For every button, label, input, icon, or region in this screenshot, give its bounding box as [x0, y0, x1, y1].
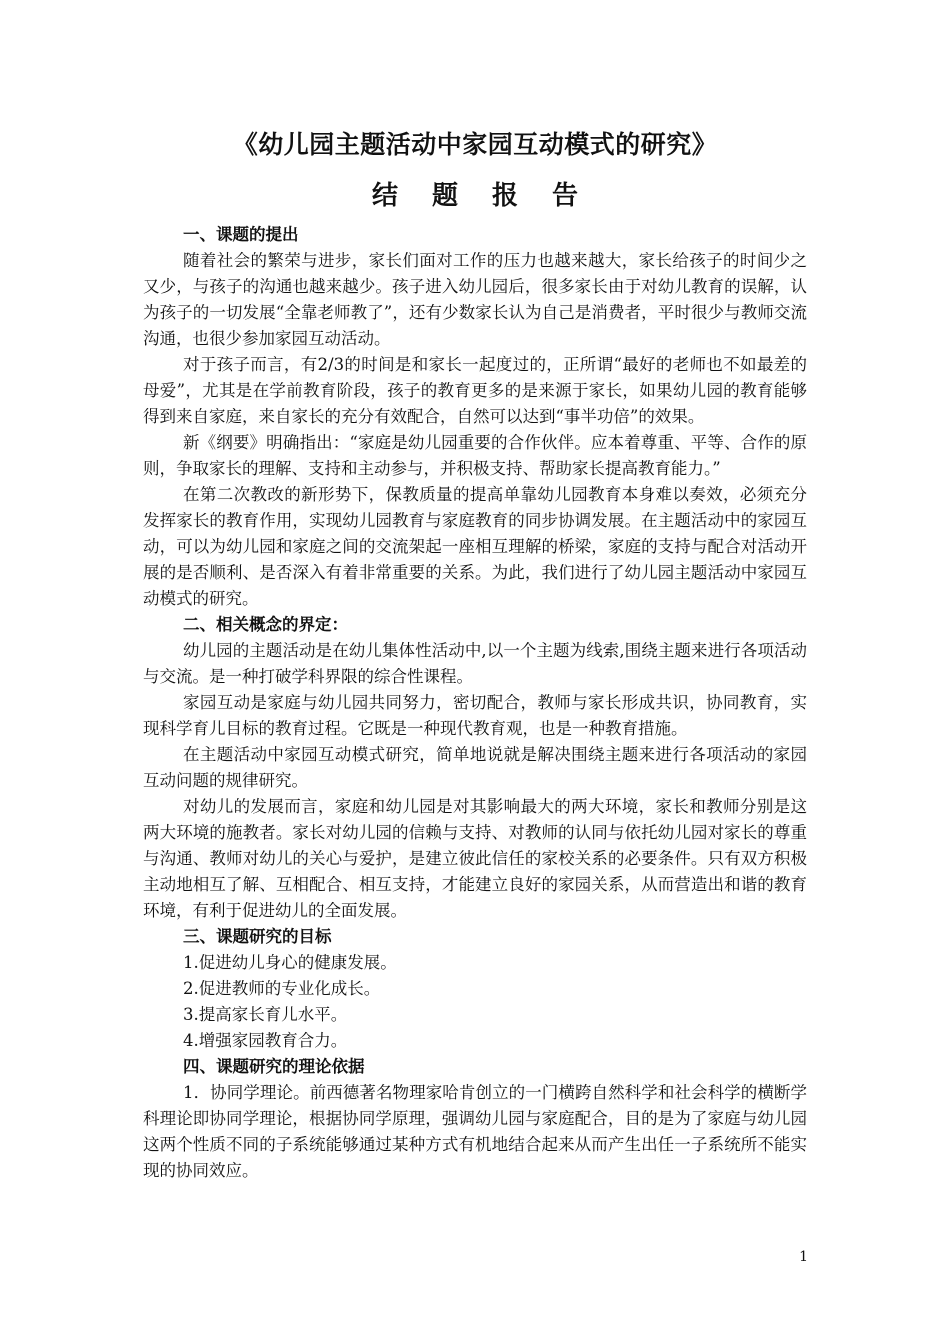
section-heading: 一、课题的提出 — [183, 225, 299, 244]
paragraph: 家园互动是家庭与幼儿园共同努力，密切配合，教师与家长形成共识，协同教育，实现科学育儿目标的教育过程。它既是一种现代教育观，也是一种教育措施。 — [143, 693, 807, 738]
section-2 — [143, 612, 807, 924]
list-item: 3.提高家长育儿水平。 — [183, 1005, 348, 1024]
section-3 — [143, 924, 807, 1054]
paragraph: 随着社会的繁荣与进步，家长们面对工作的压力也越来越大，家长给孩子的时间少之又少，与孩子的沟通也越来越少。孩子进入幼儿园后，很多家长由于对幼儿教育的误解，认为孩子的一切发展“全靠老师教了”，还有少数家长认为自己是消费者，平时很少与教师交流沟通，也很少参加家园互动活动。 — [143, 251, 807, 348]
list-item: 4.增强家园教育合力。 — [183, 1031, 348, 1050]
paragraph: 对于孩子而言，有2/3的时间是和家长一起度过的，正所谓“最好的老师也不如最差的母爱”，尤其是在学前教育阶段，孩子的教育更多的是来源于家长，如果幼儿园的教育能够得到来自家庭，来自家长的充分有效配合，自然可以达到“事半功倍”的效果。 — [143, 355, 807, 426]
document-title: 《幼儿园主题活动中家园互动模式的研究》 — [232, 130, 718, 159]
list-item: 2.促进教师的专业化成长。 — [183, 979, 381, 998]
paragraph: 在主题活动中家园互动模式研究，简单地说就是解决围绕主题来进行各项活动的家园互动问题的规律研究。 — [143, 745, 807, 790]
paragraph: 1．协同学理论。前西德著名物理家哈肯创立的一门横跨自然科学和社会科学的横断学科理论即协同学理论，根据协同学原理，强调幼儿园与家庭配合，目的是为了家庭与幼儿园这两个性质不同的子系统能够通过某种方式有机地结合起来从而产生出任一子系统所不能实现的协同效应。 — [143, 1083, 807, 1180]
page-number: 1 — [799, 1249, 808, 1265]
paragraph: 幼儿园的主题活动是在幼儿集体性活动中,以一个主题为线索,围绕主题来进行各项活动与交流。是一种打破学科界限的综合性课程。 — [143, 641, 807, 686]
paragraph: 对幼儿的发展而言，家庭和幼儿园是对其影响最大的两大环境，家长和教师分别是这两大环境的施教者。家长对幼儿园的信赖与支持、对教师的认同与依托幼儿园对家长的尊重与沟通、教师对幼儿的关心与爱护，是建立彼此信任的家校关系的必要条件。只有双方积极主动地相互了解、互相配合、相互支持，才能建立良好的家园关系，从而营造出和谐的教育环境，有利于促进幼儿的全面发展。 — [143, 797, 807, 920]
document-subtitle: 结题报告 — [371, 181, 612, 211]
paragraph: 新《纲要》明确指出：“家庭是幼儿园重要的合作伙伴。应本着尊重、平等、合作的原则，争取家长的理解、支持和主动参与，并积极支持、帮助家长提高教育能力。” — [143, 433, 807, 478]
list-item: 1.促进幼儿身心的健康发展。 — [183, 953, 397, 972]
section-heading: 二、相关概念的界定： — [183, 615, 348, 634]
section-heading: 三、课题研究的目标 — [183, 927, 332, 946]
paragraph: 在第二次教改的新形势下，保教质量的提高单靠幼儿园教育本身难以奏效，必须充分发挥家长的教育作用，实现幼儿园教育与家庭教育的同步协调发展。在主题活动中的家园互动，可以为幼儿园和家庭之间的交流架起一座相互理解的桥梁，家庭的支持与配合对活动开展的是否顺利、是否深入有着非常重要的关系。为此，我们进行了幼儿园主题活动中家园互动模式的研究。 — [143, 485, 807, 608]
section-heading: 四、课题研究的理论依据 — [183, 1057, 365, 1076]
section-4 — [143, 1054, 807, 1184]
section-1 — [143, 222, 807, 612]
document-page — [143, 128, 807, 1184]
